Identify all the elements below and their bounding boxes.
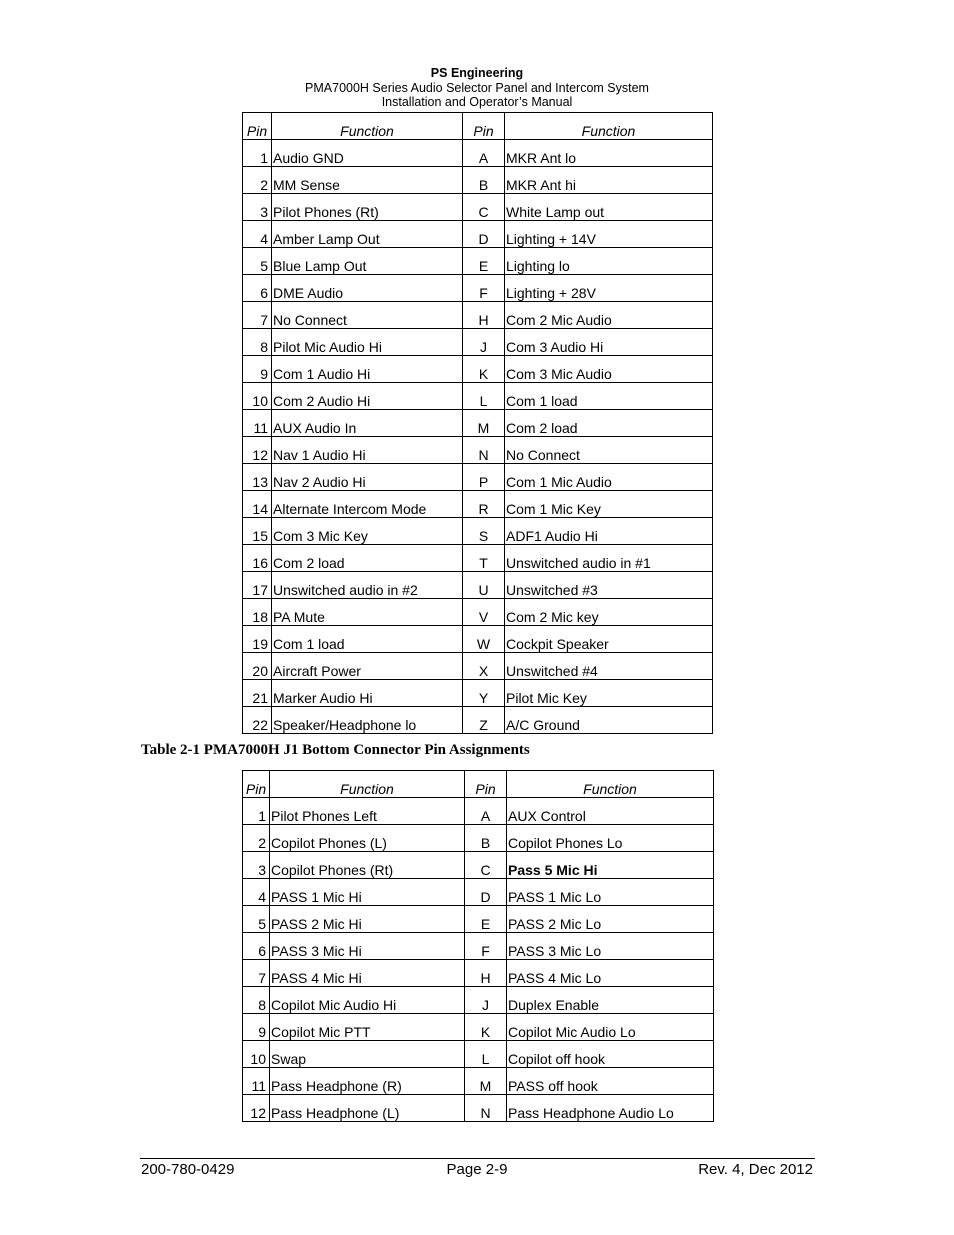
pin-letter-cell: C bbox=[463, 194, 505, 221]
pin-letter-cell: K bbox=[463, 356, 505, 383]
function-cell: PASS 1 Mic Hi bbox=[270, 879, 465, 906]
table-caption: Table 2-1 PMA7000H J1 Bottom Connector Pin Assignments bbox=[141, 742, 530, 758]
table-row bbox=[243, 906, 714, 933]
table-row bbox=[243, 248, 713, 275]
pin-letter-cell: A bbox=[465, 798, 507, 825]
table-row bbox=[243, 987, 714, 1014]
pin-letter-cell: F bbox=[463, 275, 505, 302]
pin-letter-cell: S bbox=[463, 518, 505, 545]
function-cell: PASS 1 Mic Lo bbox=[507, 879, 714, 906]
table-row bbox=[243, 302, 713, 329]
pin-letter-cell: N bbox=[463, 437, 505, 464]
function-cell: Pilot Phones (Rt) bbox=[272, 194, 463, 221]
pin-letter-cell: A bbox=[463, 140, 505, 167]
table-row bbox=[243, 825, 714, 852]
table-row bbox=[243, 1041, 714, 1068]
table-row bbox=[243, 383, 713, 410]
table-row bbox=[243, 194, 713, 221]
function-cell: Pilot Mic Audio Hi bbox=[272, 329, 463, 356]
function-cell: PASS 4 Mic Hi bbox=[270, 960, 465, 987]
pin-number-cell: 7 bbox=[243, 302, 272, 329]
function-cell: Duplex Enable bbox=[507, 987, 714, 1014]
function-cell: No Connect bbox=[272, 302, 463, 329]
function-cell: AUX Control bbox=[507, 798, 714, 825]
pin-number-cell: 11 bbox=[243, 1068, 270, 1095]
pin-number-cell: 6 bbox=[243, 275, 272, 302]
column-header-pin: Pin bbox=[243, 771, 270, 798]
function-cell: PA Mute bbox=[272, 599, 463, 626]
function-cell: Marker Audio Hi bbox=[272, 680, 463, 707]
function-cell: MKR Ant hi bbox=[505, 167, 713, 194]
table-row bbox=[243, 167, 713, 194]
function-cell: Com 3 Audio Hi bbox=[505, 329, 713, 356]
function-cell: MM Sense bbox=[272, 167, 463, 194]
pin-number-cell: 2 bbox=[243, 825, 270, 852]
function-cell: PASS 3 Mic Hi bbox=[270, 933, 465, 960]
table-row bbox=[243, 410, 713, 437]
function-cell: Pass Headphone (R) bbox=[270, 1068, 465, 1095]
pin-number-cell: 13 bbox=[243, 464, 272, 491]
footer-revision: Rev. 4, Dec 2012 bbox=[698, 1161, 813, 1178]
pin-number-cell: 12 bbox=[243, 1095, 270, 1122]
pin-letter-cell: V bbox=[463, 599, 505, 626]
table-row bbox=[243, 680, 713, 707]
pin-letter-cell: X bbox=[463, 653, 505, 680]
function-cell: Nav 1 Audio Hi bbox=[272, 437, 463, 464]
pin-number-cell: 8 bbox=[243, 329, 272, 356]
j1-pin-table bbox=[242, 112, 713, 734]
pin-letter-cell: B bbox=[463, 167, 505, 194]
function-cell: Pilot Mic Key bbox=[505, 680, 713, 707]
pin-number-cell: 19 bbox=[243, 626, 272, 653]
pin-number-cell: 9 bbox=[243, 356, 272, 383]
table-header-row bbox=[243, 113, 713, 140]
table-row bbox=[243, 653, 713, 680]
pin-number-cell: 9 bbox=[243, 1014, 270, 1041]
table-row bbox=[243, 491, 713, 518]
pin-number-cell: 21 bbox=[243, 680, 272, 707]
function-cell: Copilot Phones Lo bbox=[507, 825, 714, 852]
table-row bbox=[243, 221, 713, 248]
column-header-function: Function bbox=[505, 113, 713, 140]
pin-letter-cell: M bbox=[465, 1068, 507, 1095]
pin-number-cell: 18 bbox=[243, 599, 272, 626]
function-cell: Pass 5 Mic Hi bbox=[507, 852, 714, 879]
pin-letter-cell: P bbox=[463, 464, 505, 491]
function-cell: PASS off hook bbox=[507, 1068, 714, 1095]
function-cell: Copilot Phones (L) bbox=[270, 825, 465, 852]
function-cell: PASS 4 Mic Lo bbox=[507, 960, 714, 987]
table-row bbox=[243, 933, 714, 960]
pin-letter-cell: E bbox=[463, 248, 505, 275]
column-header-function: Function bbox=[270, 771, 465, 798]
function-cell: Pass Headphone Audio Lo bbox=[507, 1095, 714, 1122]
pin-letter-cell: E bbox=[465, 906, 507, 933]
pin-letter-cell: W bbox=[463, 626, 505, 653]
header-manual-title: Installation and Operator’s Manual bbox=[381, 95, 573, 109]
header-product-line: PMA7000H Series Audio Selector Panel and Intercom System bbox=[305, 80, 649, 95]
pin-number-cell: 4 bbox=[243, 879, 270, 906]
function-cell: Unswitched audio in #2 bbox=[272, 572, 463, 599]
pin-letter-cell: D bbox=[463, 221, 505, 248]
table-row bbox=[243, 1014, 714, 1041]
function-cell: PASS 3 Mic Lo bbox=[507, 933, 714, 960]
pin-number-cell: 12 bbox=[243, 437, 272, 464]
function-cell: Copilot Phones (Rt) bbox=[270, 852, 465, 879]
function-cell: MKR Ant lo bbox=[505, 140, 713, 167]
pin-number-cell: 5 bbox=[243, 906, 270, 933]
function-cell: PASS 2 Mic Lo bbox=[507, 906, 714, 933]
function-cell: Aircraft Power bbox=[272, 653, 463, 680]
pin-letter-cell: U bbox=[463, 572, 505, 599]
table-row bbox=[243, 437, 713, 464]
page-header bbox=[0, 66, 954, 110]
pin-letter-cell: F bbox=[465, 933, 507, 960]
function-cell: AUX Audio In bbox=[272, 410, 463, 437]
pin-number-cell: 10 bbox=[243, 1041, 270, 1068]
table-row bbox=[243, 1095, 714, 1122]
pin-number-cell: 5 bbox=[243, 248, 272, 275]
pin-number-cell: 6 bbox=[243, 933, 270, 960]
pin-number-cell: 16 bbox=[243, 545, 272, 572]
function-cell: A/C Ground bbox=[505, 707, 713, 734]
function-cell: Copilot Mic Audio Hi bbox=[270, 987, 465, 1014]
table-row bbox=[243, 545, 713, 572]
pin-number-cell: 20 bbox=[243, 653, 272, 680]
pin-letter-cell: L bbox=[463, 383, 505, 410]
function-cell: Alternate Intercom Mode bbox=[272, 491, 463, 518]
function-cell: Amber Lamp Out bbox=[272, 221, 463, 248]
table-row bbox=[243, 275, 713, 302]
table-row bbox=[243, 464, 713, 491]
function-cell: Com 2 Mic key bbox=[505, 599, 713, 626]
pin-letter-cell: C bbox=[465, 852, 507, 879]
function-cell: Unswitched #4 bbox=[505, 653, 713, 680]
pin-number-cell: 10 bbox=[243, 383, 272, 410]
pin-number-cell: 1 bbox=[243, 798, 270, 825]
function-cell: Pilot Phones Left bbox=[270, 798, 465, 825]
pin-number-cell: 4 bbox=[243, 221, 272, 248]
pin-number-cell: 3 bbox=[243, 852, 270, 879]
pin-number-cell: 22 bbox=[243, 707, 272, 734]
pin-number-cell: 15 bbox=[243, 518, 272, 545]
function-cell: ADF1 Audio Hi bbox=[505, 518, 713, 545]
function-cell: DME Audio bbox=[272, 275, 463, 302]
j1-table-body bbox=[243, 140, 713, 734]
function-cell: Com 2 Mic Audio bbox=[505, 302, 713, 329]
pin-letter-cell: J bbox=[463, 329, 505, 356]
header-company: PS Engineering bbox=[430, 66, 524, 80]
pin-letter-cell: J bbox=[465, 987, 507, 1014]
table-row bbox=[243, 356, 713, 383]
footer-divider bbox=[140, 1158, 815, 1159]
function-cell: Com 2 Audio Hi bbox=[272, 383, 463, 410]
table-header-row bbox=[243, 771, 714, 798]
pin-letter-cell: B bbox=[465, 825, 507, 852]
function-cell: PASS 2 Mic Hi bbox=[270, 906, 465, 933]
pin-number-cell: 3 bbox=[243, 194, 272, 221]
pin-letter-cell: Z bbox=[463, 707, 505, 734]
function-cell: Lighting lo bbox=[505, 248, 713, 275]
function-cell: Unswitched audio in #1 bbox=[505, 545, 713, 572]
pin-number-cell: 1 bbox=[243, 140, 272, 167]
pin-letter-cell: L bbox=[465, 1041, 507, 1068]
j2-pin-table bbox=[242, 770, 714, 1122]
pin-letter-cell: R bbox=[463, 491, 505, 518]
function-cell: Speaker/Headphone lo bbox=[272, 707, 463, 734]
table-row bbox=[243, 518, 713, 545]
function-cell: No Connect bbox=[505, 437, 713, 464]
function-cell: Com 2 load bbox=[505, 410, 713, 437]
footer-doc-number: 200-780-0429 bbox=[141, 1161, 235, 1178]
table-row bbox=[243, 572, 713, 599]
j2-table-body bbox=[243, 798, 714, 1122]
function-cell: Lighting + 28V bbox=[505, 275, 713, 302]
pin-letter-cell: T bbox=[463, 545, 505, 572]
function-cell: Com 1 load bbox=[272, 626, 463, 653]
pin-letter-cell: K bbox=[465, 1014, 507, 1041]
column-header-function: Function bbox=[507, 771, 714, 798]
table-row bbox=[243, 960, 714, 987]
table-row bbox=[243, 626, 713, 653]
function-cell: Unswitched #3 bbox=[505, 572, 713, 599]
column-header-pin: Pin bbox=[465, 771, 507, 798]
pin-letter-cell: H bbox=[465, 960, 507, 987]
function-cell: Copilot off hook bbox=[507, 1041, 714, 1068]
pin-letter-cell: D bbox=[465, 879, 507, 906]
function-cell: Com 3 Mic Key bbox=[272, 518, 463, 545]
function-cell: Com 1 Audio Hi bbox=[272, 356, 463, 383]
table-row bbox=[243, 852, 714, 879]
function-cell: Pass Headphone (L) bbox=[270, 1095, 465, 1122]
function-cell: Audio GND bbox=[272, 140, 463, 167]
function-cell: Com 3 Mic Audio bbox=[505, 356, 713, 383]
pin-letter-cell: Y bbox=[463, 680, 505, 707]
pin-number-cell: 7 bbox=[243, 960, 270, 987]
pin-number-cell: 11 bbox=[243, 410, 272, 437]
table-row bbox=[243, 329, 713, 356]
function-cell: Cockpit Speaker bbox=[505, 626, 713, 653]
table-row bbox=[243, 140, 713, 167]
pin-letter-cell: H bbox=[463, 302, 505, 329]
function-cell: Com 2 load bbox=[272, 545, 463, 572]
pin-number-cell: 17 bbox=[243, 572, 272, 599]
table-row bbox=[243, 1068, 714, 1095]
function-cell: Blue Lamp Out bbox=[272, 248, 463, 275]
column-header-function: Function bbox=[272, 113, 463, 140]
pin-number-cell: 14 bbox=[243, 491, 272, 518]
function-cell: Nav 2 Audio Hi bbox=[272, 464, 463, 491]
table-row bbox=[243, 707, 713, 734]
table-row bbox=[243, 798, 714, 825]
pin-letter-cell: M bbox=[463, 410, 505, 437]
footer-page-number: Page 2-9 bbox=[446, 1161, 508, 1178]
pin-number-cell: 8 bbox=[243, 987, 270, 1014]
function-cell: Com 1 Mic Audio bbox=[505, 464, 713, 491]
column-header-pin: Pin bbox=[463, 113, 505, 140]
function-cell: Lighting + 14V bbox=[505, 221, 713, 248]
function-cell: Com 1 load bbox=[505, 383, 713, 410]
function-cell: Com 1 Mic Key bbox=[505, 491, 713, 518]
column-header-pin: Pin bbox=[243, 113, 272, 140]
function-cell: White Lamp out bbox=[505, 194, 713, 221]
pin-number-cell: 2 bbox=[243, 167, 272, 194]
function-cell: Copilot Mic Audio Lo bbox=[507, 1014, 714, 1041]
pin-letter-cell: N bbox=[465, 1095, 507, 1122]
function-cell: Swap bbox=[270, 1041, 465, 1068]
table-row bbox=[243, 879, 714, 906]
function-cell: Copilot Mic PTT bbox=[270, 1014, 465, 1041]
table-row bbox=[243, 599, 713, 626]
